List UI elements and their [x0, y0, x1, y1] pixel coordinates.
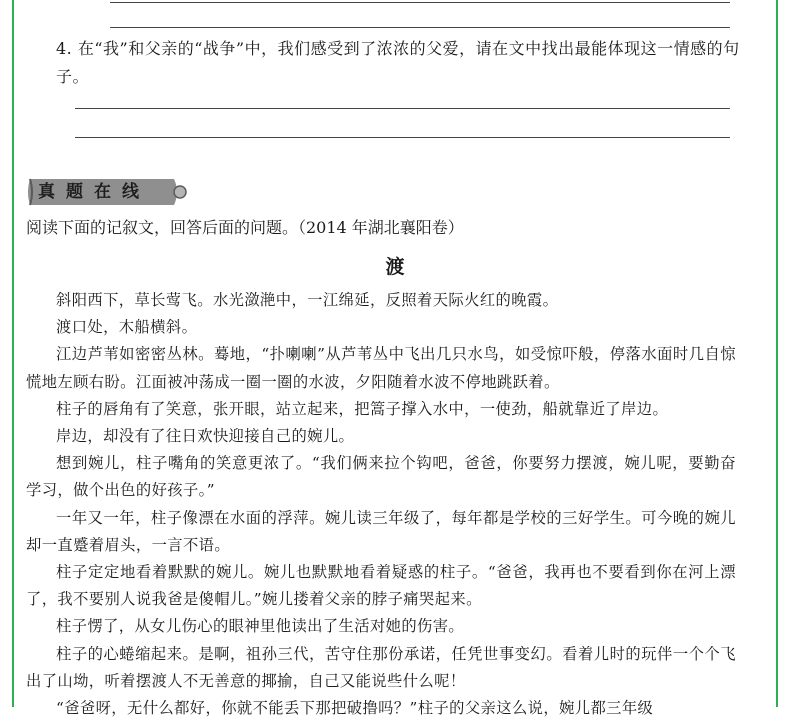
story-paragraph: 柱子愣了，从女儿伤心的眼神里他读出了生活对她的伤害。	[56, 617, 465, 636]
story-paragraph: 斜阳西下，草长莺飞。水光潋滟中，一江绵延，反照着天际火红的晚霞。	[56, 291, 559, 309]
question-4	[26, 35, 746, 91]
answer-line	[75, 137, 730, 138]
story-paragraph: 柱子的心蜷缩起来。是啊，祖孙三代，苦守住那份承诺，任凭世事变幻。看着儿时的玩伴一个个飞出了山坳，听着摆渡人不无善意的揶揄，自己又能说些什么呢！	[26, 644, 736, 690]
story-paragraph: 渡口处，木船横斜。	[56, 318, 198, 337]
story-paragraph: “爸爸呀，无什么都好，你就不能丢下那把破撸吗？”柱子的父亲这么说，婉儿都三年级	[56, 699, 654, 718]
answer-line	[110, 27, 730, 28]
story-paragraph: 柱子定定地看着默默的婉儿。婉儿也默默地看着疑惑的柱子。“爸爸，我再也不要看到你在河上漂了，我不要别人说我爸是傻帽儿。”婉儿搂着父亲的脖子痛哭起来。	[26, 563, 736, 609]
answer-line	[110, 2, 730, 3]
section-banner	[24, 176, 188, 208]
question-number: 4.	[56, 39, 73, 58]
section-instruction: 阅读下面的记叙文，回答后面的问题。（2014 年湖北襄阳卷）	[26, 218, 464, 237]
story-paragraph: 想到婉儿，柱子嘴角的笑意更浓了。“我们俩来拉个钩吧，爸爸，你要努力摆渡，婉儿呢，要勤奋学习，做个出色的好孩子。”	[26, 454, 736, 500]
story-body	[26, 287, 736, 722]
story-paragraph: 江边芦苇如密密丛林。蓦地，“扑喇喇”从芦苇丛中飞出几只水鸟，如受惊吓般，停落水面时几自惊慌地左顾右盼。江面被冲荡成一圈一圈的水波，夕阳随着水波不停地跳跃着。	[26, 345, 736, 391]
story-title: 渡	[385, 256, 405, 278]
answer-line	[75, 108, 730, 109]
question-text: 在“我”和父亲的“战争”中，我们感受到了浓浓的父爱，请在文中找出最能体现这一情感的句子。	[56, 39, 740, 86]
story-paragraph: 一年又一年，柱子像漂在水面的浮萍。婉儿读三年级了，每年都是学校的三好学生。可今晚的婉儿却一直蹙着眉头，一言不语。	[26, 508, 736, 554]
banner-label: 真题在线	[38, 182, 150, 202]
story-paragraph: 岸边，却没有了往日欢快迎接自己的婉儿。	[56, 427, 355, 446]
story-paragraph: 柱子的唇角有了笑意，张开眼，站立起来，把篙子撑入水中，一使劲，船就靠近了岸边。	[56, 399, 669, 418]
